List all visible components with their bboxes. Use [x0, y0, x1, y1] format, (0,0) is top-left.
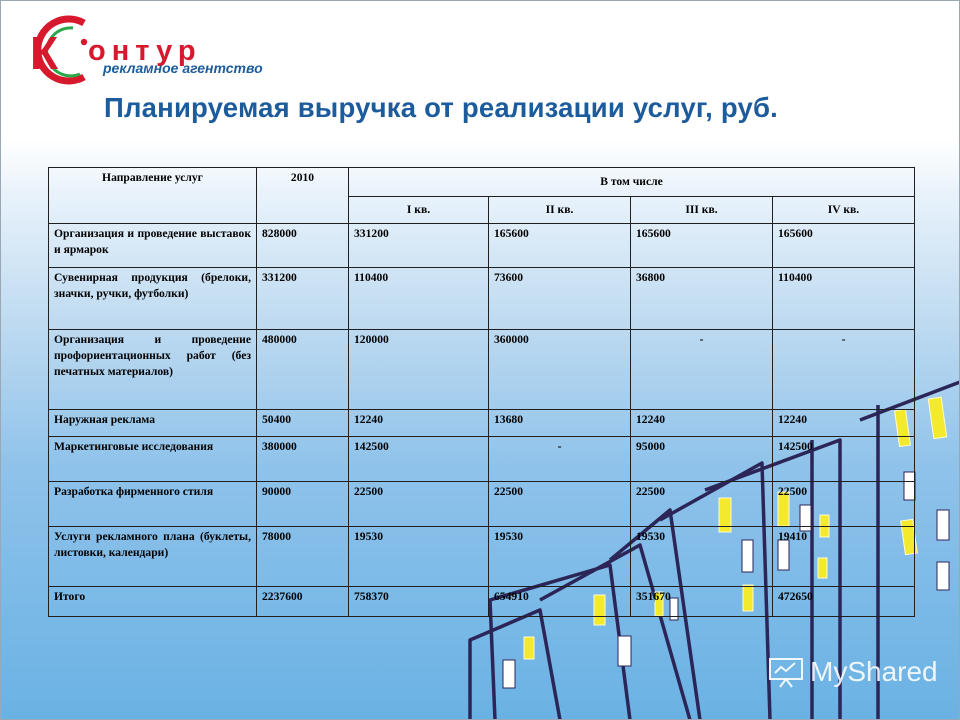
header-year: 2010 [257, 168, 349, 224]
table-row [49, 527, 915, 587]
q1-value: 120000 [349, 330, 489, 410]
logo-red-dot-icon [81, 39, 87, 45]
revenue-table [48, 167, 915, 617]
year-value: 828000 [257, 224, 349, 268]
q4-value: 12240 [773, 410, 915, 437]
q3-value: 165600 [631, 224, 773, 268]
total-year-value: 2237600 [257, 587, 349, 617]
table-row [49, 437, 915, 482]
q3-value: 12240 [631, 410, 773, 437]
header-q1: I кв. [349, 197, 489, 224]
q2-value: 360000 [489, 330, 631, 410]
table-row [49, 224, 915, 268]
table-header-row [49, 168, 915, 197]
q4-value: 165600 [773, 224, 915, 268]
page-title: Планируемая выручка от реализации услуг, руб. [104, 92, 779, 123]
q1-value: 12240 [349, 410, 489, 437]
header-q2: II кв. [489, 197, 631, 224]
table-row [49, 268, 915, 330]
header-q3: III кв. [631, 197, 773, 224]
service-name: Наружная реклама [49, 410, 257, 437]
q4-value: 110400 [773, 268, 915, 330]
year-value: 380000 [257, 437, 349, 482]
q2-value: 165600 [489, 224, 631, 268]
header-q4: IV кв. [773, 197, 915, 224]
q1-value: 19530 [349, 527, 489, 587]
q4-value: 19410 [773, 527, 915, 587]
year-value: 50400 [257, 410, 349, 437]
q2-value: 22500 [489, 482, 631, 527]
myshared-watermark [768, 656, 938, 688]
header-quarters-group: В том числе [349, 168, 915, 197]
service-name: Организация и проведение выставок и ярмарок [49, 224, 257, 268]
q1-value: 331200 [349, 224, 489, 268]
q2-value: 13680 [489, 410, 631, 437]
year-value: 480000 [257, 330, 349, 410]
q2-value: 19530 [489, 527, 631, 587]
q3-value: - [631, 330, 773, 410]
kontur-logo [18, 12, 308, 92]
year-value: 78000 [257, 527, 349, 587]
q1-value: 22500 [349, 482, 489, 527]
year-value: 90000 [257, 482, 349, 527]
q1-value: 142500 [349, 437, 489, 482]
q4-value: 142500 [773, 437, 915, 482]
q4-value: 22500 [773, 482, 915, 527]
service-name: Сувенирная продукция (брелоки, значки, ручки, футболки) [49, 268, 257, 330]
q3-value: 36800 [631, 268, 773, 330]
service-name: Услуги рекламного плана (буклеты, листовки, календари) [49, 527, 257, 587]
total-q2-value: 654910 [489, 587, 631, 617]
presentation-screen-icon [768, 656, 804, 688]
logo-brand-text: онтур [88, 35, 202, 67]
logo-brand-letter: К [30, 27, 59, 79]
table-total-row [49, 587, 915, 617]
total-q4-value: 472650 [773, 587, 915, 617]
q1-value: 110400 [349, 268, 489, 330]
total-q1-value: 758370 [349, 587, 489, 617]
logo-tagline: рекламное агентство [103, 60, 263, 76]
year-value: 331200 [257, 268, 349, 330]
service-name: Разработка фирменного стиля [49, 482, 257, 527]
total-q3-value: 351670 [631, 587, 773, 617]
service-name: Организация и проведение профориентационных работ (без печатных материалов) [49, 330, 257, 410]
q3-value: 19530 [631, 527, 773, 587]
header-service: Направление услуг [49, 168, 257, 224]
table-row [49, 410, 915, 437]
watermark-text: MyShared [810, 656, 938, 687]
q4-value: - [773, 330, 915, 410]
q3-value: 95000 [631, 437, 773, 482]
total-label: Итого [49, 587, 257, 617]
service-name: Маркетинговые исследования [49, 437, 257, 482]
table-row [49, 330, 915, 410]
q2-value: - [489, 437, 631, 482]
q2-value: 73600 [489, 268, 631, 330]
table-row [49, 482, 915, 527]
q3-value: 22500 [631, 482, 773, 527]
